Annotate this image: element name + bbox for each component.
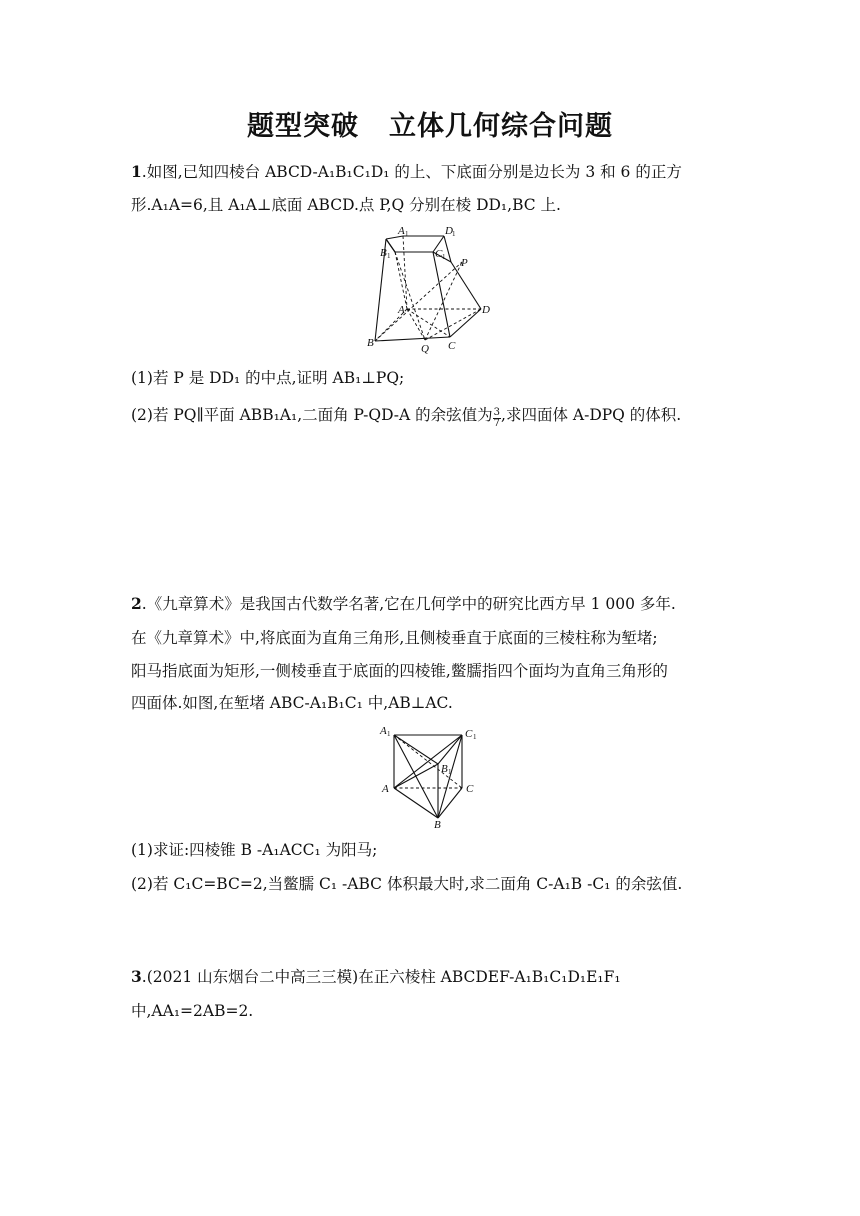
label-C1: C bbox=[435, 248, 443, 260]
q2-line4: 四面体.如图,在堑堵 ABC-A₁B₁C₁ 中,AB⊥AC. bbox=[131, 694, 453, 712]
label-B: B bbox=[367, 337, 374, 349]
q3-line1 bbox=[131, 966, 621, 988]
label-B1: B bbox=[380, 247, 387, 259]
label-A1-sub: 1 bbox=[387, 730, 391, 738]
q3-line2: 中,AA₁=2AB=2. bbox=[131, 1002, 254, 1020]
label-C1-sub: 1 bbox=[473, 733, 477, 741]
q1-number: 1 bbox=[131, 162, 142, 181]
label-D1: D bbox=[445, 225, 453, 237]
label-C1-sub: 1 bbox=[442, 253, 446, 261]
q1-sub2-post: ,求四面体 A-DPQ 的体积. bbox=[501, 406, 682, 424]
label-C1: C bbox=[465, 728, 473, 740]
q2-number: 2 bbox=[131, 594, 142, 613]
q2-sub1: (1)求证:四棱锥 B -A₁ACC₁ 为阳马; bbox=[131, 841, 378, 859]
label-B: B bbox=[434, 819, 441, 830]
label-C: C bbox=[448, 340, 456, 352]
q1-sub2-pre: (2)若 PQ∥平面 ABB₁A₁,二面角 P-QD-A 的余弦值为 bbox=[131, 406, 493, 424]
fraction-numerator: 3 bbox=[493, 407, 501, 418]
fraction bbox=[493, 408, 501, 429]
label-B1: B bbox=[441, 763, 448, 775]
label-A1: A bbox=[398, 225, 405, 237]
q2-line2: 在《九章算术》中,将底面为直角三角形,且侧棱垂直于底面的三棱柱称为堑堵; bbox=[131, 629, 658, 647]
label-D1-sub: 1 bbox=[452, 230, 456, 238]
q1-line1-text: .如图,已知四棱台 ABCD-A₁B₁C₁D₁ 的上、下底面分别是边长为 3 和 6 的正方 bbox=[141, 163, 682, 181]
fraction-denominator: 7 bbox=[493, 418, 501, 429]
label-A: A bbox=[398, 304, 405, 316]
q1-figure bbox=[365, 222, 500, 358]
label-D: D bbox=[482, 304, 490, 316]
q2-figure bbox=[378, 722, 488, 830]
title-part1: 题型突破 bbox=[247, 111, 359, 142]
label-P: P bbox=[461, 257, 468, 269]
q2-line1 bbox=[131, 593, 676, 615]
q2-line1-text: .《九章算术》是我国古代数学名著,它在几何学中的研究比西方早 1 000 多年. bbox=[141, 595, 676, 613]
q1-sub2 bbox=[131, 404, 681, 429]
label-B1-sub: 1 bbox=[448, 768, 452, 776]
q2-sub2: (2)若 C₁C=BC=2,当鳖臑 C₁ -ABC 体积最大时,求二面角 C-A₁B -C₁ 的余弦值. bbox=[131, 875, 683, 893]
q3-line1-text: .(2021 山东烟台二中高三三模)在正六棱柱 ABCDEF-A₁B₁C₁D₁E₁F₁ bbox=[141, 968, 621, 986]
label-B1-sub: 1 bbox=[387, 252, 391, 260]
label-A1: A bbox=[380, 725, 387, 737]
label-A: A bbox=[382, 783, 389, 795]
q1-line1 bbox=[131, 161, 682, 183]
label-Q: Q bbox=[421, 343, 429, 355]
q2-line3: 阳马指底面为矩形,一侧棱垂直于底面的四棱锥,鳖臑指四个面均为直角三角形的 bbox=[131, 662, 668, 680]
page-title bbox=[0, 104, 860, 143]
q1-sub1: (1)若 P 是 DD₁ 的中点,证明 AB₁⊥PQ; bbox=[131, 369, 405, 387]
label-C: C bbox=[466, 783, 474, 795]
q1-line2: 形.A₁A=6,且 A₁A⊥底面 ABCD.点 P,Q 分别在棱 DD₁,BC 上. bbox=[131, 196, 561, 214]
label-A1-sub: 1 bbox=[405, 230, 409, 238]
title-part2: 立体几何综合问题 bbox=[389, 111, 613, 142]
q3-number: 3 bbox=[131, 967, 142, 986]
